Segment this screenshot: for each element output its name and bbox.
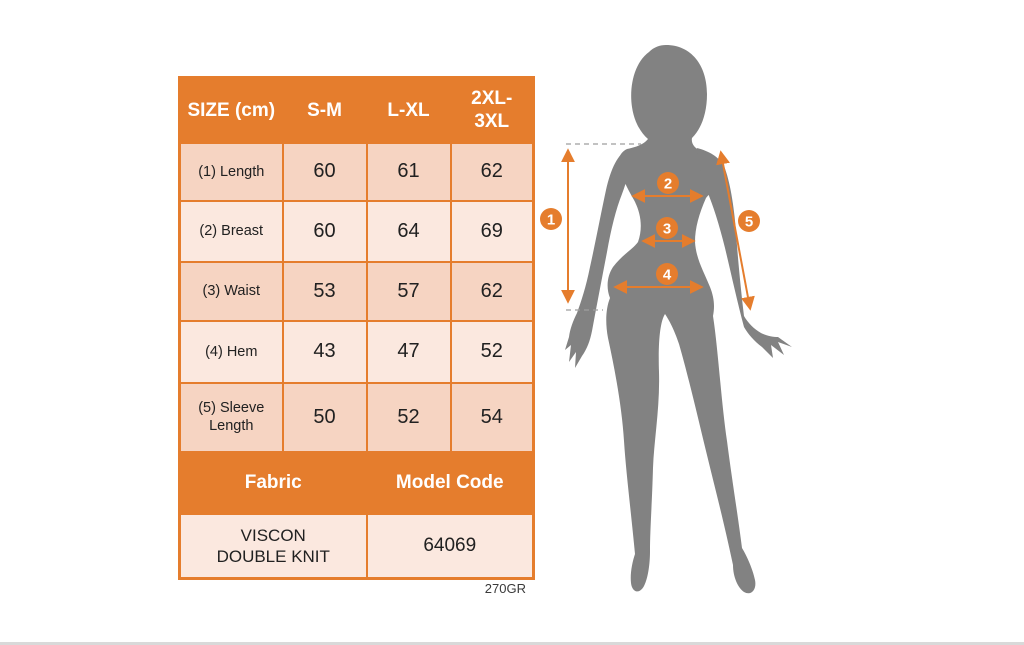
col-header-lxl: L-XL [367, 78, 451, 143]
fabric-value: VISCON DOUBLE KNIT [180, 514, 367, 579]
fabric-header: Fabric [180, 452, 367, 514]
table-header-row [180, 78, 534, 143]
table-row [180, 201, 534, 262]
measurement-diagram [535, 25, 815, 615]
size-value: 53 [283, 262, 367, 321]
col-header-2xl3xl: 2XL-3XL [451, 78, 534, 143]
size-value: 64 [367, 201, 451, 262]
svg-text:3: 3 [662, 220, 672, 238]
table-row [180, 383, 534, 452]
size-value: 61 [367, 143, 451, 201]
row-label-waist: (3) Waist [180, 262, 283, 321]
size-value: 50 [283, 383, 367, 452]
row-label-breast: (2) Breast [180, 201, 283, 262]
weight-note: 270GR [484, 581, 526, 596]
measure-marker-3 [656, 217, 678, 239]
measure-marker-1 [540, 208, 562, 230]
model-code-value: 64069 [367, 514, 534, 579]
table-row [180, 262, 534, 321]
row-label-length: (1) Length [180, 143, 283, 201]
svg-text:4: 4 [662, 266, 672, 284]
size-value: 43 [283, 321, 367, 383]
size-value: 60 [283, 201, 367, 262]
col-header-sm: S-M [283, 78, 367, 143]
svg-text:1: 1 [546, 211, 556, 229]
measure-marker-5 [738, 210, 760, 232]
svg-text:2: 2 [663, 175, 673, 193]
body-silhouette [565, 45, 792, 593]
col-header-size: SIZE (cm) [180, 78, 283, 143]
size-value: 57 [367, 262, 451, 321]
size-value: 47 [367, 321, 451, 383]
table-footer-header-row [180, 452, 534, 514]
row-label-sleeve-length: (5) Sleeve Length [180, 383, 283, 452]
size-value: 69 [451, 201, 534, 262]
size-value: 62 [451, 262, 534, 321]
size-value: 52 [367, 383, 451, 452]
size-value: 60 [283, 143, 367, 201]
table-row [180, 143, 534, 201]
svg-text:5: 5 [744, 213, 754, 231]
size-value: 54 [451, 383, 534, 452]
size-table [178, 76, 535, 580]
size-value: 52 [451, 321, 534, 383]
size-value: 62 [451, 143, 534, 201]
table-footer-value-row [180, 514, 534, 579]
row-label-hem: (4) Hem [180, 321, 283, 383]
table-row [180, 321, 534, 383]
measure-marker-2 [657, 172, 679, 194]
measure-marker-4 [656, 263, 678, 285]
model-code-header: Model Code [367, 452, 534, 514]
